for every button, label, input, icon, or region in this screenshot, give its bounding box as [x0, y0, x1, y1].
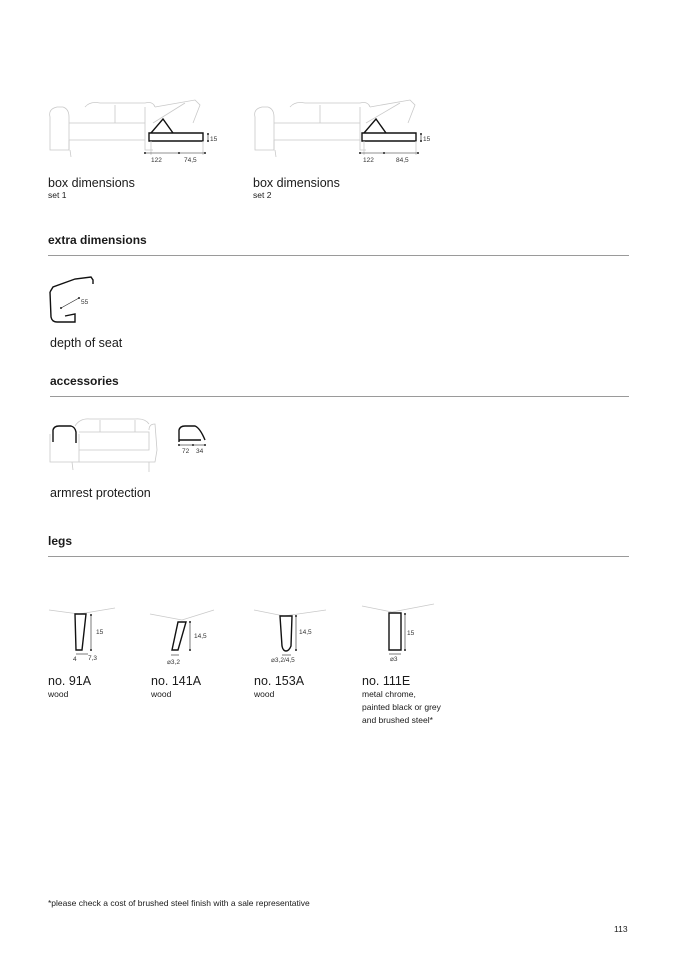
set1-title: box dimensions — [48, 176, 135, 190]
set1-subtitle: set 1 — [48, 190, 67, 200]
leg-111e-material-line-2: painted black or grey — [362, 702, 441, 712]
seat-depth-drawing — [45, 272, 105, 328]
set2-subtitle: set 2 — [253, 190, 272, 200]
leg-111e-material-line-1: metal chrome, — [362, 689, 416, 699]
seat-depth-dim: 55 — [81, 299, 89, 306]
page-number: 113 — [614, 924, 628, 934]
leg-91a-name: no. 91A — [48, 674, 92, 688]
footnote: *please check a cost of brushed steel finish with a sale representative — [48, 898, 310, 908]
leg-91a-height: 15 — [96, 629, 104, 636]
leg-111e-material-line-3: and brushed steel* — [362, 715, 433, 725]
leg-153a-name: no. 153A — [254, 674, 305, 688]
set2-title: box dimensions — [253, 176, 340, 190]
leg-91a-drawing — [45, 600, 125, 670]
leg-111e-d1: ⌀3 — [390, 656, 398, 663]
armrest-dim-b: 34 — [196, 448, 204, 455]
legs-divider — [48, 556, 629, 557]
armrest-protection-label: armrest protection — [50, 486, 151, 500]
depth-of-seat-label: depth of seat — [50, 336, 123, 350]
set1-width-b-dim: 74,5 — [184, 157, 197, 164]
accessories-heading: accessories — [50, 374, 119, 388]
sofa-box-set2-drawing — [250, 95, 440, 170]
leg-91a-material: wood — [48, 689, 69, 699]
legs-heading: legs — [48, 534, 73, 548]
leg-141a-d1: ⌀3,2 — [167, 659, 180, 666]
leg-141a-height: 14,5 — [194, 633, 207, 640]
leg-141a-material: wood — [151, 689, 172, 699]
leg-111e-name: no. 111E — [362, 674, 411, 688]
leg-153a-height: 14,5 — [299, 629, 312, 636]
leg-111e-height: 15 — [407, 630, 415, 637]
leg-141a-name: no. 141A — [151, 674, 202, 688]
leg-153a-drawing — [252, 600, 332, 670]
set2-width-b-dim: 84,5 — [396, 157, 409, 164]
leg-91a-d2: 7,3 — [88, 655, 98, 662]
set2-width-a-dim: 122 — [363, 157, 374, 164]
armrest-dim-a: 72 — [182, 448, 190, 455]
leg-91a-d1: 4 — [73, 656, 77, 663]
leg-153a-material: wood — [254, 689, 275, 699]
extra-dimensions-divider — [48, 255, 629, 256]
accessories-divider — [50, 396, 629, 397]
leg-111e-drawing — [360, 600, 440, 670]
leg-153a-d1: ⌀3,2/4,5 — [271, 657, 295, 664]
sofa-box-set1-drawing — [45, 95, 225, 170]
extra-dimensions-heading: extra dimensions — [48, 233, 147, 247]
leg-141a-drawing — [148, 600, 228, 670]
set1-width-a-dim: 122 — [151, 157, 162, 164]
set1-height-dim: 15 — [210, 136, 218, 143]
armrest-protection-drawing — [45, 412, 215, 474]
set2-height-dim: 15 — [423, 136, 431, 143]
